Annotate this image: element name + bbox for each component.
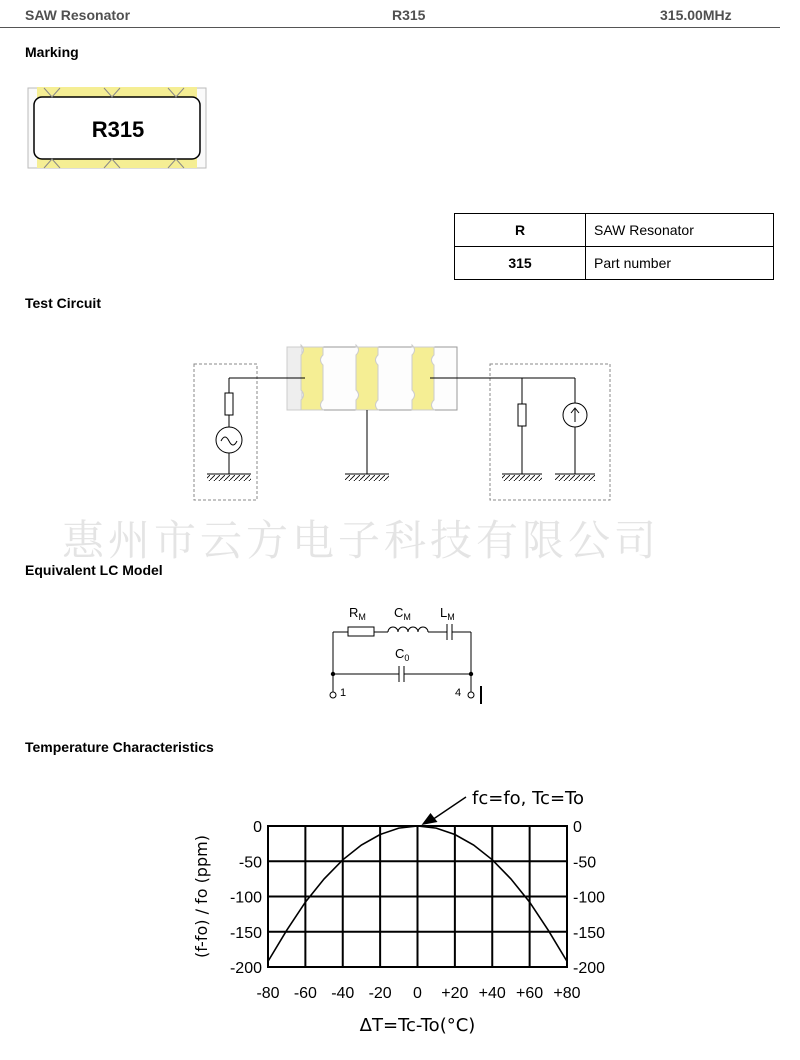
x-tick-label: -80 (256, 985, 280, 1002)
table-cell-desc: Part number (586, 247, 774, 280)
y-tick-label-right: -100 (573, 889, 606, 907)
x-axis-label: ΔT=Tc-To(°C) (359, 1015, 476, 1036)
y-tick-label-right: -150 (573, 924, 606, 942)
table-cell-code: R (455, 214, 586, 247)
x-tick-label: +80 (553, 985, 581, 1002)
annotation-arrow-head (422, 813, 438, 825)
table-cell-desc: SAW Resonator (586, 214, 774, 247)
y-tick-label-right: -50 (573, 854, 597, 872)
x-tick-label: +40 (478, 985, 506, 1002)
pin4-label: 4 (455, 687, 462, 699)
header-frequency: 315.00MHz (660, 7, 732, 23)
svg-text:CM (394, 605, 411, 622)
header-product: SAW Resonator (25, 7, 131, 23)
x-tick-label: -40 (331, 985, 355, 1002)
chart-annotation: fc=fo, Tc=To (472, 788, 584, 809)
lm-label: L (440, 605, 448, 620)
x-tick-label: -60 (293, 985, 317, 1002)
y-tick-label-left: -100 (229, 889, 262, 907)
x-tick-label: 0 (413, 985, 422, 1002)
section-marking: Marking (25, 44, 79, 60)
y-tick-label-left: 0 (253, 819, 262, 836)
header-part: R315 (392, 7, 426, 23)
section-temperature: Temperature Characteristics (25, 739, 214, 755)
svg-text:LM (440, 605, 455, 622)
y-tick-label-right: 0 (573, 819, 582, 836)
c0-sub: 0 (404, 653, 410, 663)
rm-sub: M (358, 612, 366, 622)
x-tick-label: +20 (441, 985, 469, 1002)
y-tick-label-left: -50 (238, 854, 262, 872)
x-tick-label: +60 (516, 985, 544, 1002)
svg-text:C0 (395, 646, 409, 663)
c0-label: C (395, 646, 405, 661)
watermark: 惠州市云方电子科技有限公司 (62, 516, 661, 565)
cm-label: C (394, 605, 404, 620)
marking-label: R315 (91, 117, 145, 142)
test-circuit (194, 345, 610, 500)
marking-package (28, 87, 206, 168)
section-test-circuit: Test Circuit (25, 295, 101, 311)
table-cell-code: 315 (455, 247, 586, 280)
cm-sub: M (403, 612, 411, 622)
y-axis-label: (f-fo) / fo (ppm) (192, 835, 211, 958)
y-tick-label-left: -200 (229, 960, 262, 977)
svg-text:RM (349, 605, 366, 622)
y-tick-label-right: -200 (573, 960, 606, 977)
temperature-chart (192, 788, 605, 1036)
lc-model (330, 605, 481, 704)
x-tick-label: -20 (368, 985, 392, 1002)
pin1-label: 1 (340, 687, 347, 699)
lm-sub: M (447, 612, 455, 622)
y-tick-label-left: -150 (229, 924, 262, 942)
rm-label: R (349, 605, 359, 620)
section-lc-model: Equivalent LC Model (25, 562, 163, 578)
